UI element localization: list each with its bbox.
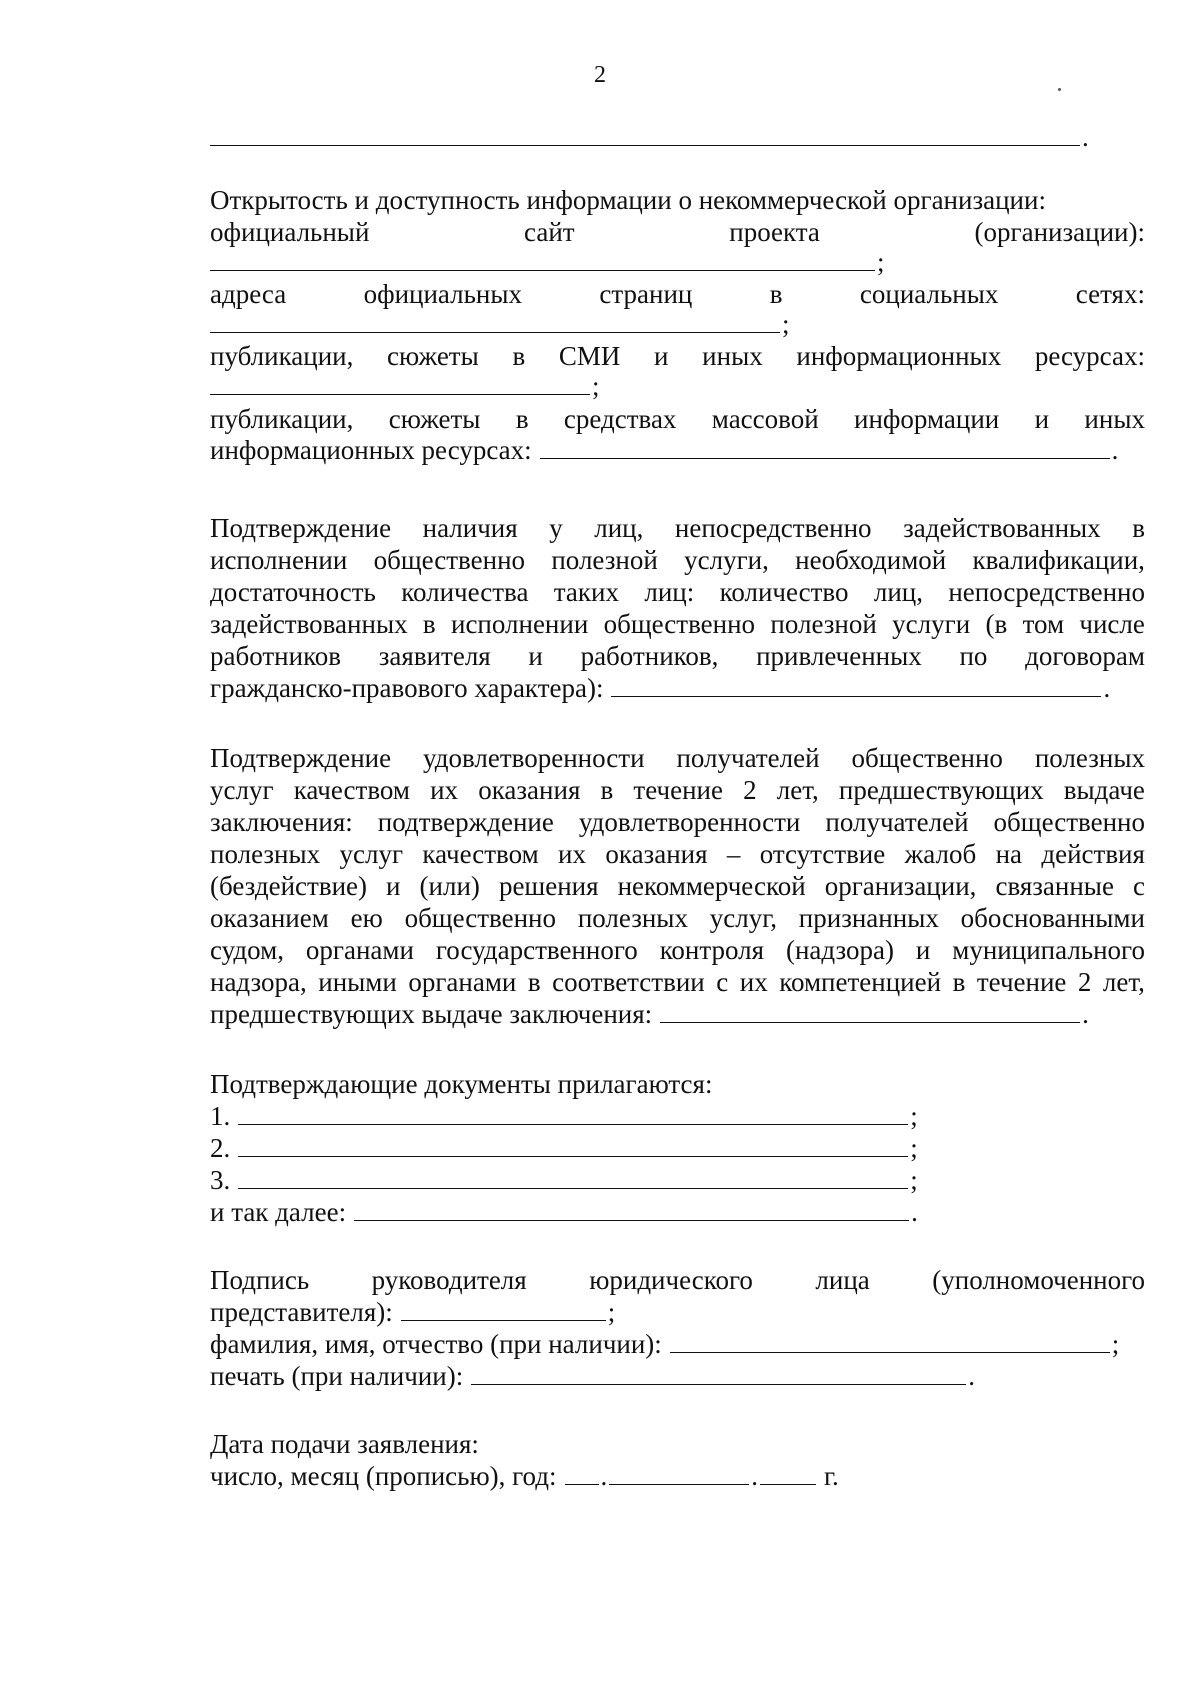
word: решения: [498, 871, 599, 901]
month-field[interactable]: [609, 1460, 749, 1485]
word: привлеченных: [756, 641, 922, 671]
word: у: [549, 513, 563, 543]
word: в: [422, 609, 436, 639]
mass-media-blank-line: [210, 433, 1145, 467]
word: в: [527, 967, 541, 997]
word: руководителя: [371, 1265, 527, 1295]
word: общественно: [603, 609, 756, 639]
satisfaction-end: .: [1082, 999, 1089, 1029]
social-end: ;: [782, 309, 790, 339]
word: Подтверждение: [210, 513, 392, 543]
document-field-etc[interactable]: [354, 1196, 909, 1221]
satisfaction-line-3: [210, 805, 1145, 839]
word: качеством: [422, 839, 539, 869]
word: и: [915, 935, 931, 965]
seal-line: [210, 1359, 1145, 1393]
word: ресурсах:: [1034, 341, 1145, 371]
word: в: [512, 341, 526, 371]
word: лиц,: [873, 577, 923, 607]
word: юридического: [589, 1265, 753, 1295]
word: непосредственно: [948, 577, 1145, 607]
social-blank-line: [210, 307, 1145, 341]
word: (организации):: [974, 217, 1145, 247]
word: сюжеты: [387, 341, 479, 371]
word: том: [1022, 609, 1065, 639]
satisfaction-line-7: [210, 933, 1145, 967]
word: получателей: [825, 807, 969, 837]
media-line: [210, 339, 1145, 373]
word: необходимой: [795, 545, 947, 575]
item-end: ;: [910, 1165, 918, 1195]
word: полезной: [770, 609, 877, 639]
fio-end: ;: [1111, 1329, 1120, 1359]
mass-media-label: информационных ресурсах:: [210, 435, 532, 465]
word: официальных: [363, 279, 523, 309]
signature-line: [210, 1263, 1145, 1297]
word: контроля: [659, 935, 765, 965]
satisfaction-label: предшествующих выдаче заключения:: [210, 999, 653, 1029]
word: социальных: [859, 279, 999, 309]
word: договорам: [1025, 641, 1145, 671]
word: муниципального: [952, 935, 1145, 965]
document-item-1: [210, 1099, 1145, 1133]
word: задействованных: [210, 609, 408, 639]
word: некоммерческой: [617, 871, 806, 901]
qualification-line-2: [210, 543, 1145, 577]
word: органами: [408, 967, 517, 997]
word: и: [1034, 404, 1050, 434]
representative-end: ;: [607, 1297, 616, 1327]
word: предшествующих: [838, 775, 1044, 805]
fio-label: фамилия, имя, отчество (при наличии):: [210, 1329, 662, 1359]
satisfaction-line-2: [210, 773, 1145, 807]
word: 2: [1077, 967, 1092, 997]
mass-media-line: [210, 402, 1145, 436]
satisfaction-line-8: [210, 965, 1145, 999]
document-field-2[interactable]: [238, 1132, 908, 1157]
satisfaction-field[interactable]: [660, 998, 1080, 1023]
word: связанные: [995, 871, 1114, 901]
media-end: ;: [592, 371, 600, 401]
document-field-1[interactable]: [238, 1100, 908, 1125]
word: страниц: [599, 279, 693, 309]
word: (в: [985, 609, 1008, 639]
qualification-last-line: [210, 671, 1145, 705]
qualification-field[interactable]: [611, 672, 1101, 697]
item-number: 2.: [210, 1133, 231, 1163]
signature-field[interactable]: [401, 1296, 606, 1321]
social-line: [210, 277, 1145, 311]
word: достаточность: [210, 577, 376, 607]
word: 2: [743, 775, 757, 805]
seal-label: печать (при наличии):: [210, 1361, 464, 1391]
etc-label: и так далее:: [210, 1197, 347, 1227]
word: оказанием: [210, 903, 329, 933]
qualification-line-4: [210, 607, 1145, 641]
word: общественно: [993, 807, 1145, 837]
word: с: [716, 967, 729, 997]
word: исполнении: [210, 545, 348, 575]
scan-dot: [1058, 88, 1061, 91]
word: удовлетворенности: [423, 743, 645, 773]
word: исполнении: [451, 609, 589, 639]
document-field-3[interactable]: [238, 1164, 908, 1189]
word: в: [952, 967, 966, 997]
word: работников: [210, 641, 342, 671]
word: иных: [1084, 404, 1145, 434]
word: качеством: [293, 775, 410, 805]
word: (или): [419, 871, 480, 901]
intro-blank[interactable]: [210, 121, 1080, 146]
word: информационных: [796, 341, 1002, 371]
word: публикации,: [210, 404, 354, 434]
word: услуг,: [709, 903, 777, 933]
page-number: 2: [594, 62, 606, 88]
word: ею: [350, 903, 383, 933]
word: средствах: [563, 404, 677, 434]
etc-end: .: [911, 1197, 918, 1227]
media-field[interactable]: [210, 370, 590, 395]
word: заявителя: [378, 641, 491, 671]
word: проекта: [729, 217, 820, 247]
word: их: [739, 967, 768, 997]
mass-media-field[interactable]: [540, 434, 1110, 459]
qualification-label: гражданско-правового характера):: [210, 673, 604, 703]
word: лет,: [776, 775, 819, 805]
word: задействованных: [903, 513, 1101, 543]
seal-end: .: [968, 1361, 975, 1391]
word: лица: [815, 1265, 870, 1295]
seal-field[interactable]: [471, 1360, 966, 1385]
word: полезной: [551, 545, 658, 575]
word: общественно: [373, 545, 526, 575]
item-end: ;: [910, 1133, 918, 1163]
qualification-end: .: [1103, 673, 1111, 703]
day-field[interactable]: [565, 1460, 599, 1485]
representative-line: [210, 1295, 1145, 1329]
satisfaction-line-1: [210, 741, 1145, 775]
year-field[interactable]: [760, 1460, 816, 1485]
word: услуги,: [684, 545, 769, 575]
word: заключения:: [210, 807, 353, 837]
item-number: 1.: [210, 1101, 231, 1131]
word: в: [769, 279, 783, 309]
date-heading: Дата подачи заявления:: [210, 1429, 479, 1459]
word: СМИ: [558, 341, 621, 371]
word: течение: [976, 967, 1067, 997]
qualification-line-3: [210, 575, 1145, 609]
word: иных: [702, 341, 763, 371]
word: и: [654, 341, 669, 371]
qualification-line-5: [210, 639, 1145, 673]
word: компетенцией: [779, 967, 942, 997]
word: лиц,: [594, 513, 644, 543]
word: в: [515, 404, 529, 434]
word: их: [430, 775, 459, 805]
word: сетях:: [1075, 279, 1145, 309]
satisfaction-line-4: [210, 837, 1145, 871]
word: и: [386, 871, 401, 901]
intro-line: [210, 120, 1145, 154]
word: официальный: [210, 217, 370, 247]
word: органами: [305, 935, 414, 965]
word: количество: [719, 577, 849, 607]
word: течение: [633, 775, 723, 805]
word: (уполномоченного: [932, 1265, 1145, 1295]
word: признанных: [798, 903, 939, 933]
social-pages-field[interactable]: [210, 308, 780, 333]
date-sep: .: [600, 1461, 608, 1491]
word: судом,: [210, 935, 284, 965]
word: сайт: [524, 217, 575, 247]
word: получателей: [676, 743, 820, 773]
satisfaction-last-line: [210, 997, 1145, 1031]
item-number: 3.: [210, 1165, 231, 1195]
representative-label: представителя):: [210, 1297, 393, 1327]
word: квалификации,: [972, 545, 1145, 575]
satisfaction-line-6: [210, 901, 1145, 935]
mass-media-end: .: [1111, 435, 1119, 465]
intro-end: .: [1082, 122, 1089, 152]
word: информации: [854, 404, 1000, 434]
document-item-3: [210, 1163, 1145, 1197]
word: отсутствие: [759, 839, 886, 869]
satisfaction-line-5: [210, 869, 1145, 903]
word: соответствии: [552, 967, 705, 997]
word: надзора,: [210, 967, 307, 997]
date-label: число, месяц (прописью), год:: [210, 1461, 557, 1491]
word: публикации,: [210, 341, 354, 371]
item-end: ;: [910, 1101, 918, 1131]
media-blank-line: [210, 369, 1145, 403]
word: полезных: [577, 903, 688, 933]
word: с: [1132, 871, 1145, 901]
word: числе: [1079, 609, 1145, 639]
word: лиц:: [644, 577, 695, 607]
word: по: [959, 641, 988, 671]
site-line: [210, 215, 1145, 249]
word: сюжеты: [388, 404, 481, 434]
fio-line: [210, 1327, 1145, 1361]
word: полезных: [210, 839, 321, 869]
word: на: [995, 839, 1022, 869]
word: (бездействие): [210, 871, 367, 901]
word: государственного: [435, 935, 638, 965]
word: в: [600, 775, 614, 805]
word: Подтверждение: [210, 743, 392, 773]
site-url-field[interactable]: [210, 246, 875, 271]
date-line: [210, 1459, 1145, 1493]
word: действия: [1041, 839, 1145, 869]
qualification-line-1: [210, 511, 1145, 545]
word: общественно: [851, 743, 1003, 773]
word: общественно: [404, 903, 557, 933]
word: оказания: [478, 775, 581, 805]
year-suffix: г.: [824, 1461, 839, 1491]
site-blank-line: [210, 245, 1145, 279]
word: массовой: [711, 404, 819, 434]
word: жалоб: [904, 839, 977, 869]
word: организации,: [824, 871, 977, 901]
word: количества: [401, 577, 529, 607]
word: адреса: [210, 279, 287, 309]
word: наличия: [422, 513, 518, 543]
word: Подпись: [210, 1265, 310, 1295]
word: удовлетворенности: [578, 807, 801, 837]
fio-field[interactable]: [670, 1328, 1110, 1353]
word: услуг: [339, 839, 404, 869]
word: обоснованными: [960, 903, 1145, 933]
word: таких: [553, 577, 619, 607]
word: и: [528, 641, 543, 671]
word: выдаче: [1063, 775, 1145, 805]
site-end: ;: [877, 247, 885, 277]
openness-heading: Открытость и доступность информации о некоммерческой организации:: [210, 185, 1046, 215]
document-item-2: [210, 1131, 1145, 1165]
word: услуги: [892, 609, 971, 639]
word: услуг: [210, 775, 274, 805]
word: лет,: [1102, 967, 1145, 997]
word: подтверждение: [377, 807, 554, 837]
word: –: [726, 839, 741, 869]
word: иными: [318, 967, 397, 997]
word: непосредственно: [674, 513, 872, 543]
word: оказания: [605, 839, 708, 869]
document-etc: [210, 1195, 1145, 1229]
documents-heading: Подтверждающие документы прилагаются:: [210, 1069, 713, 1099]
word: (надзора): [785, 935, 894, 965]
word: работников,: [580, 641, 719, 671]
word: полезных: [1034, 743, 1145, 773]
word: в: [1132, 513, 1145, 543]
word: их: [558, 839, 586, 869]
date-sep: .: [751, 1461, 758, 1491]
